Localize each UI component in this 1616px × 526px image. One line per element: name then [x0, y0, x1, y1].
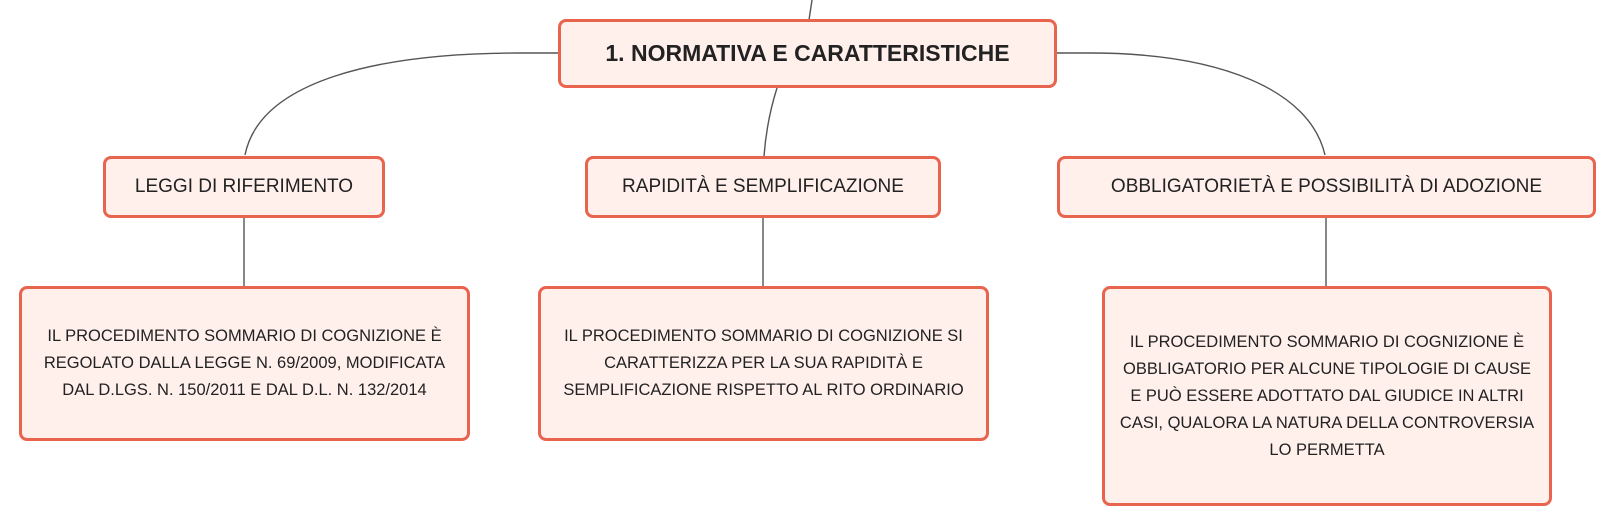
branch-node-label: OBBLIGATORIETÀ E POSSIBILITÀ DI ADOZIONE: [1110, 176, 1543, 197]
root-node[interactable]: [558, 19, 1057, 88]
branch-node-leggi[interactable]: [103, 156, 385, 218]
branch-node-obbligatorieta[interactable]: [1057, 156, 1596, 218]
branch-node-label: LEGGI DI RIFERIMENTO: [134, 176, 354, 197]
connector-root-left: [245, 53, 558, 155]
detail-node-obbligatorieta[interactable]: [1102, 286, 1552, 506]
branch-node-rapidita[interactable]: [585, 156, 941, 218]
detail-node-leggi[interactable]: [19, 286, 470, 441]
detail-node-text: IL PROCEDIMENTO SOMMARIO DI COGNIZIONE È OBBLIGATORIO PER ALCUNE TIPOLOGIE DI CAUSE E PUÒ ESSERE ADOTTATO DAL GIUDICE IN ALTRI CASI, QUALORA LA NATURA DELLA CONTROVERSIA LO PERMETTA: [1119, 332, 1535, 459]
connector-incoming: [809, 0, 812, 20]
detail-node-text: IL PROCEDIMENTO SOMMARIO DI COGNIZIONE SI CARATTERIZZA PER LA SUA RAPIDITÀ E SEMPLIFICAZIONE RISPETTO AL RITO ORDINARIO: [563, 327, 964, 399]
root-node-label: 1. NORMATIVA E CARATTERISTICHE: [605, 40, 1010, 66]
branch-node-label: RAPIDITÀ E SEMPLIFICAZIONE: [622, 176, 904, 197]
detail-node-text: IL PROCEDIMENTO SOMMARIO DI COGNIZIONE È REGOLATO DALLA LEGGE N. 69/2009, MODIFICATA DAL D.LGS. N. 150/2011 E DAL D.L. N. 132/2014: [43, 327, 446, 399]
connector-root-right: [1057, 53, 1325, 155]
detail-node-rapidita[interactable]: [538, 286, 989, 441]
connector-root-center: [764, 88, 777, 156]
